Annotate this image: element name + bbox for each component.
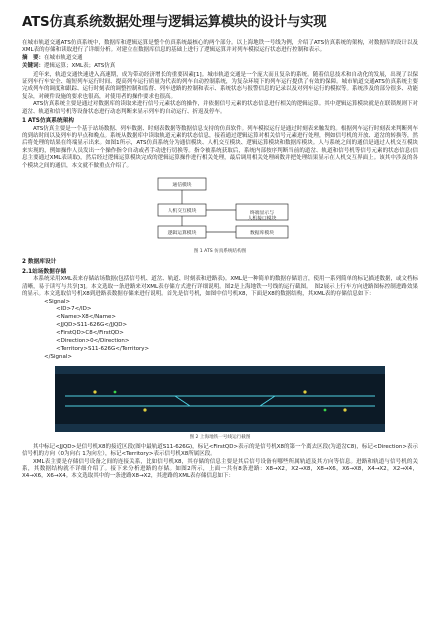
xml-line: <Name>X8</Name> <box>56 314 117 321</box>
section-1-title: 1 ATS仿真系统架构 <box>22 118 74 125</box>
keywords-text: 逻辑运算；XML表；ATS仿真 <box>44 63 116 70</box>
figure-1-diagram <box>22 174 418 257</box>
paragraph-4: 本系统采用XML表来存储站场数据(包括信号机、道岔、轨道、时刻表和进路表)。XML是一种简单的数据存储语言，使用一系列简单的标记描述数据，或文档标清晰，易于读写与共享[3]。本文选取一条进路来对XML表存储方式进行详细说明。图2是上海地铁一号线的运行截图。 图2展示上行车方向进路图标控制进路效果的显示。本文选取信号机X8到进路表数据存储来进行说明。首先是信号机，如图中信号机X8，下面是X8的数据结构，其XML表的存储信息如下： <box>22 276 418 298</box>
figure-1 <box>22 174 418 257</box>
intro-paragraph: 在城市轨道交通ATS仿真系统中，数据库和逻辑运算是整个仿真系统最核心的两个部分。以上海地铁一号线为例，介绍了ATS仿真系统的架构，对数据库的设计以及XML表的存储和读取进行了详细分析。对建立在数据库信息的基础上进行了逻辑运算并对列车模拟运行状态进行控制和表示。 <box>22 40 418 54</box>
fig1-label-4: 数据库模块 <box>250 230 274 236</box>
section-2-1-title: 2.1站场数据存储 <box>22 268 67 275</box>
paragraph-3: ATS仿真主要是一个基于站场数据、列车数据、时刻表数据等数据信息支持的仿真软件。列车模拟运行是通过时刻表来触发的。根据列车运行时刻表来判断列车的到站时间以及列车的早点和晚点。系统从数据库中读取轨道元素的状态信息，接着通过逻辑运算对相关信号元素进行处理，例如信号机的开放、道岔的转换等，然后将处理的结果在终端显示出来。如图1所示，ATS仿真系统分为通信模块、人机交互模块、逻辑运算模块和数据库模块。人与系统之间的通信是通过人机交互模块来实现的，例如操作人员发出一个操作指令自动或者手动进行切换等。指令被系统获取后，系统内部按序判断当前的道岔、轨道和信号机等信号元素的状态信息(信息主要通过XML表读取)，然后经过逻辑运算模块完成的逻辑运算操作进行相关处理，最后调用相关处理函数并把处理结果显示在人机交互界面上。该其中涉及的各个模块之间的通信，本文就不做重点介绍了。 <box>22 125 419 169</box>
paragraph-6: XML表主要是存储信号设备之间的连接关系，比如信号机X8，其存储的信息主要是其后信号设备有哪些所属轨道及其方向等信息。进路和轨道与信号机的关系，其数据结构就不详细介绍了。接下来分析进路的存储。如图2所示，上面一共有8条进路：X8→X2，X2→X8，X8→X6，X6→X8，X4→X2，X2→X4，X4→X6，X6→X4。本文选取其中的一条进路X8→X2，其进路的XML表存储信息如下： <box>22 458 418 480</box>
section-2-title: 2 数据库设计 <box>22 259 57 266</box>
paragraph-1: 近年来，轨道交通快速进入高速期，成为带动经济增长的重要因素[1]。城市轨道交通是一个庞大而且复杂的系统。随着信息技术和自动化的发展，出现了以保证列车行车安全、缩短列车运行时间、提高列车运行质量为代表的列车自动控制系统，为复杂环境下的列车运行提供了有效的保障。城市轨道交通ATS仿真系统主要完成列车的调度和跟踪、运行时刻表的调整控制和监督、列车进路的控制和表示、系统状态与报警信息的记录以及对列车运行的模拟等。系统涉及的部分很多、功能复杂，对硬件设施的要求也很高，对使用者的操作要求也很高。 <box>22 71 419 100</box>
xml-line: <Direction>0</Direction> <box>56 338 130 345</box>
xml-line: <FirstQD>C8</FirstQD> <box>56 330 124 337</box>
abstract-line <box>22 55 418 62</box>
abstract-text: 在城市轨道交通 <box>44 54 83 61</box>
xml-code-block <box>22 299 418 362</box>
abstract-label: 摘 要： <box>22 54 45 61</box>
fig2-track-diagram <box>55 366 385 432</box>
xml-line: <ID>7</ID> <box>56 306 92 313</box>
fig2-bottom-bar <box>55 424 385 432</box>
fig1-label-1: 人机交互模块 <box>167 208 197 214</box>
fig1-label-3: 逻辑运算模块 <box>167 230 197 236</box>
paragraph-5: 其中标记<JJQD>是信号机X8的接近区段(图中最轨道S11-626G)，标记<FirstQD>表示的是信号机X8的第一个离去区段(为道岔C8)，标记<Direction>表示信号机的方向（0为向右 1为向左），标记<Territory>表示信号机X8所属区段。 <box>22 443 418 458</box>
figure-2-caption: 图 2 上海地铁一号线运行截图 <box>189 434 251 440</box>
paragraph-2: ATS仿真系统主要是通过对数据库的读取来进行信号元素状态的操作，并依据信号元素的状态信息进行相关的逻辑运算。其中逻辑运算模块就是在联锁规则下对道岔、轨道和信号机等设备状态进行动态判断来显示列车的自动运行、折返及停车。 <box>22 101 418 115</box>
xml-line: <JJQD>S11-626G</JJQD> <box>56 322 128 329</box>
xml-line: <Signal> <box>44 298 71 305</box>
keywords-line <box>22 63 418 70</box>
xml-line: </Signal> <box>44 353 72 360</box>
figure-1-caption: 图 1 ATS 仿真系统结构图 <box>193 249 247 255</box>
xml-line: <Territory>S11-626G</Territory> <box>56 345 150 352</box>
fig1-label-0: 通信模块 <box>172 182 192 188</box>
fig1-label-2: 终端显示与人机接口模块 <box>247 211 277 222</box>
page-title: ATS仿真系统数据处理与逻辑运算模块的设计与实现 <box>22 15 327 30</box>
figure-2-screenshot <box>55 366 385 432</box>
keywords-label: 关键词： <box>22 63 45 70</box>
